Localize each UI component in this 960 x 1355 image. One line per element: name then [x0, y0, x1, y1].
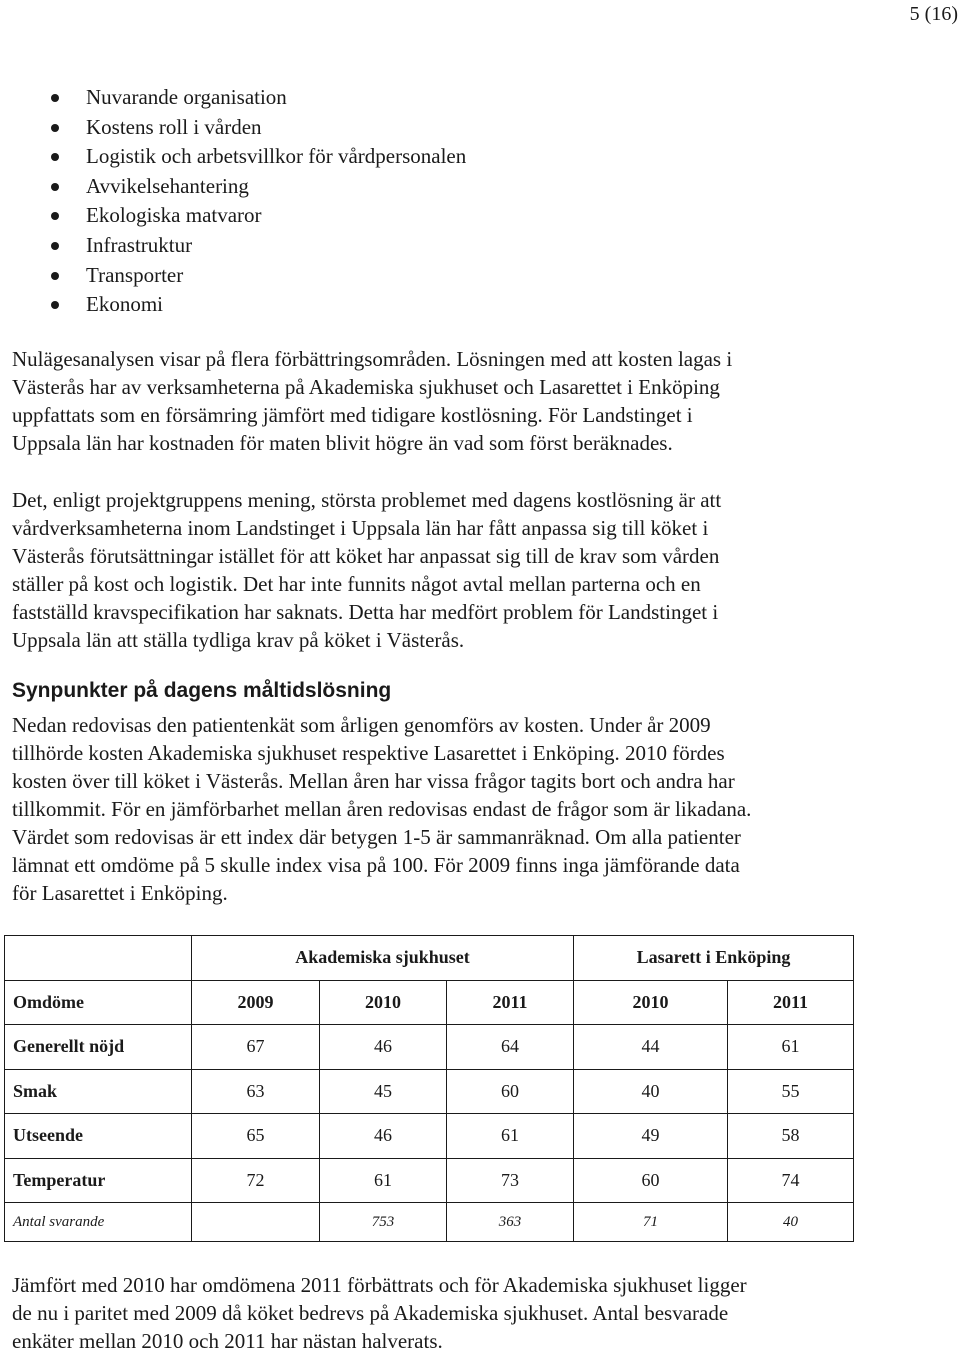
table-cell: 44	[574, 1025, 728, 1070]
row-label: Generellt nöjd	[5, 1025, 192, 1070]
bullet-icon	[51, 183, 59, 191]
table-cell	[192, 1203, 320, 1242]
column-header: 2011	[447, 980, 574, 1025]
list-item: Infrastruktur	[0, 231, 466, 261]
table-cell: 55	[728, 1069, 854, 1114]
table-group-header	[5, 936, 854, 981]
table-header-row	[5, 980, 854, 1025]
list-item: Kostens roll i vården	[0, 113, 466, 143]
bullet-icon	[51, 272, 59, 280]
table-cell: 71	[574, 1203, 728, 1242]
table-cell: 46	[320, 1025, 447, 1070]
paragraph-conclusion: Jämfört med 2010 har omdömena 2011 förbättrats och för Akademiska sjukhuset ligger de nu i paritet med 2009 då köket bedrevs på Akademiska sjukhuset. Antal besvarade enkäter mellan 2010 och 2011 har nästan halverats.	[12, 1273, 747, 1353]
column-header: 2010	[320, 980, 447, 1025]
table-cell: 753	[320, 1203, 447, 1242]
row-label: Smak	[5, 1069, 192, 1114]
list-item: Nuvarande organisation	[0, 83, 466, 113]
table-cell: 67	[192, 1025, 320, 1070]
page-number: 5 (16)	[909, 3, 958, 25]
table-cell: 65	[192, 1114, 320, 1159]
table-cell: 63	[192, 1069, 320, 1114]
paragraph-main-problem: Det, enligt projektgruppens mening, största problemet med dagens kostlösning är att vårdverksamheterna inom Landstinget i Uppsala län har fått anpassa sig till köket i Västerås förutsättningar istället för att köket har anpassat sig till de krav som vården ställer på kost och logistik. Det har inte funnits något avtal mellan parterna och en fastställd kravspecifikation har saknats. Detta har medfört problem för Landstinget i Uppsala län att ställa tydliga krav på köket i Västerås.	[12, 488, 722, 652]
bullet-icon	[51, 94, 59, 102]
table-cell: 49	[574, 1114, 728, 1159]
table-cell: 72	[192, 1158, 320, 1203]
column-header: 2010	[574, 980, 728, 1025]
table-cell: 73	[447, 1158, 574, 1203]
table-cell: 61	[728, 1025, 854, 1070]
table-corner-cell	[5, 936, 192, 981]
paragraph-survey-intro: Nedan redovisas den patientenkät som årligen genomförs av kosten. Under år 2009 tillhörde kosten Akademiska sjukhuset respektive Lasarettet i Enköping. 2010 fördes kosten över till köket i Västerås. Mellan åren har vissa frågor tagits bort och andra har tillkommit. För en jämförbarhet mellan åren redovisas endast de frågor som är likadana. Värdet som redovisas är ett index där betygen 1-5 är sammanräknad. Om alla patienter lämnat ett omdöme på 5 skulle index visa på 100. För 2009 finns inga jämförande data för Lasarettet i Enköping.	[12, 713, 752, 905]
table-row	[5, 1114, 854, 1159]
topic-list	[0, 83, 466, 320]
table-cell: 363	[447, 1203, 574, 1242]
table-row	[5, 1158, 854, 1203]
bullet-icon	[51, 242, 59, 250]
table-cell: 74	[728, 1158, 854, 1203]
row-label: Utseende	[5, 1114, 192, 1159]
table-cell: 58	[728, 1114, 854, 1159]
list-item: Ekologiska matvaror	[0, 201, 466, 231]
group-akademiska: Akademiska sjukhuset	[192, 936, 574, 981]
list-item: Transporter	[0, 261, 466, 291]
table-row	[5, 1025, 854, 1070]
table-row-respondents	[5, 1203, 854, 1242]
table-cell: 60	[574, 1158, 728, 1203]
table-cell: 45	[320, 1069, 447, 1114]
table-cell: 61	[447, 1114, 574, 1159]
table-row	[5, 1069, 854, 1114]
group-lasarett: Lasarett i Enköping	[574, 936, 854, 981]
list-item: Ekonomi	[0, 290, 466, 320]
bullet-icon	[51, 124, 59, 132]
column-header: 2009	[192, 980, 320, 1025]
column-header: Omdöme	[5, 980, 192, 1025]
paragraph-current-state: Nulägesanalysen visar på flera förbättringsområden. Lösningen med att kosten lagas i Västerås har av verksamheterna på Akademiska sjukhuset och Lasarettet i Enköping uppfattats som en försämring jämfört med tidigare kostlösning. För Landstinget i Uppsala län har kostnaden för maten blivit högre än vad som först beräknades.	[12, 347, 733, 455]
row-label: Antal svarande	[5, 1203, 192, 1242]
bullet-icon	[51, 153, 59, 161]
table-cell: 40	[728, 1203, 854, 1242]
table-cell: 60	[447, 1069, 574, 1114]
table-cell: 61	[320, 1158, 447, 1203]
section-heading: Synpunkter på dagens måltidslösning	[12, 679, 392, 702]
table-cell: 46	[320, 1114, 447, 1159]
list-item: Avvikelsehantering	[0, 172, 466, 202]
table-cell: 64	[447, 1025, 574, 1070]
survey-table	[4, 935, 854, 1242]
column-header: 2011	[728, 980, 854, 1025]
table-cell: 40	[574, 1069, 728, 1114]
list-item: Logistik och arbetsvillkor för vårdpersonalen	[0, 142, 466, 172]
row-label: Temperatur	[5, 1158, 192, 1203]
bullet-icon	[51, 212, 59, 220]
bullet-icon	[51, 301, 59, 309]
